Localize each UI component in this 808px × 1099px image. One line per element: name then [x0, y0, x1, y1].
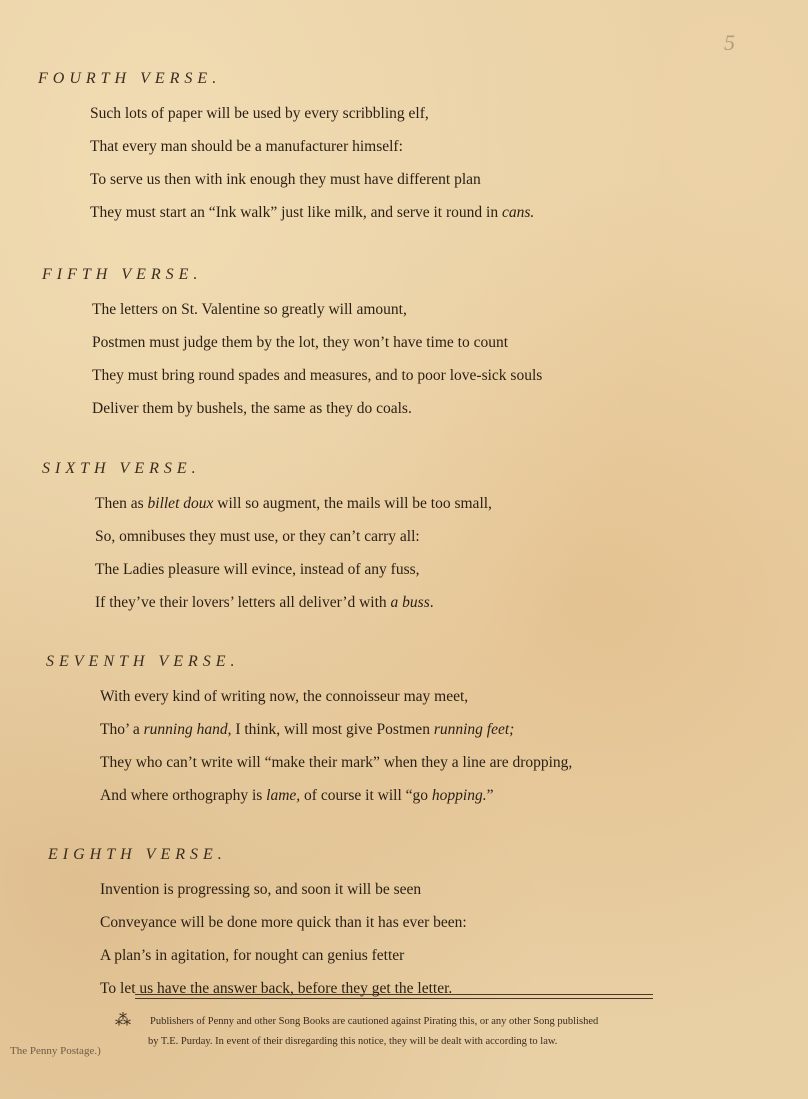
- verse-italic-text: lame,: [266, 787, 301, 804]
- verse-line: [100, 680, 572, 713]
- verse-line: [100, 713, 572, 746]
- verse-fourth: [38, 70, 534, 229]
- verse-text: The letters on St. Valentine so greatly will amount,: [92, 301, 407, 318]
- double-rule-divider: [135, 994, 653, 999]
- verse-text: If they’ve their lovers’ letters all deliver’d with: [95, 594, 391, 611]
- verse-line: [100, 939, 467, 972]
- footer-song-title: The Penny Postage.): [10, 1045, 101, 1057]
- verse-text: Postmen must judge them by the lot, they won’t have time to count: [92, 334, 509, 351]
- page-number: 5: [724, 30, 735, 55]
- verse-text: To let us have the answer back, before they get the letter.: [100, 980, 453, 997]
- verse-text: Such lots of paper will be used by every scribbling elf,: [90, 105, 429, 122]
- footnote-line-1: Publishers of Penny and other Song Books are cautioned against Pirating this, or any other Song published: [150, 1016, 599, 1027]
- verse-sixth: [42, 460, 492, 619]
- verse-lines: [48, 873, 467, 1005]
- verse-italic-text: a buss: [390, 594, 430, 611]
- verse-text: , I think, will most give Postmen: [227, 721, 434, 738]
- verse-line: [90, 130, 534, 163]
- verse-line: [100, 972, 467, 1005]
- verse-line: [100, 873, 467, 906]
- verse-lines: [42, 487, 492, 619]
- verse-line: [100, 746, 572, 779]
- verse-text: They must bring round spades and measures, and to poor love-sick souls: [92, 367, 543, 384]
- verse-text: .: [429, 594, 434, 611]
- verse-lines: [38, 97, 534, 229]
- verse-seventh: [46, 653, 572, 812]
- verse-text: And where orthography is: [100, 787, 267, 804]
- verse-line: [100, 906, 467, 939]
- verse-text: The Ladies pleasure will evince, instead of any fuss,: [95, 561, 420, 578]
- verse-line: [90, 196, 534, 229]
- verse-text: of course it will “go: [300, 787, 432, 804]
- verse-line: [95, 586, 492, 619]
- verse-heading: FIFTH VERSE.: [42, 266, 203, 283]
- verse-text: With every kind of writing now, the connoisseur may meet,: [100, 688, 469, 705]
- verse-italic-text: hopping.: [431, 787, 487, 804]
- verse-heading: SEVENTH VERSE.: [46, 653, 240, 670]
- verse-line: [95, 553, 492, 586]
- verse-fifth: [42, 266, 542, 425]
- verse-italic-text: running feet;: [433, 721, 515, 738]
- verse-heading: SIXTH VERSE.: [42, 460, 201, 477]
- verse-text: They who can’t write will “make their mark” when they a line are dropping,: [100, 754, 573, 771]
- verse-line: [90, 97, 534, 130]
- verse-lines: [42, 293, 542, 425]
- verse-text: Conveyance will be done more quick than it has ever been:: [100, 914, 467, 931]
- verse-line: [90, 163, 534, 196]
- verse-line: [92, 392, 542, 425]
- verse-text: Invention is progressing so, and soon it will be seen: [100, 881, 422, 898]
- verse-line: [100, 779, 572, 812]
- verse-line: [95, 520, 492, 553]
- verse-text: That every man should be a manufacturer himself:: [90, 138, 403, 155]
- verse-line: [95, 487, 492, 520]
- verse-heading: FOURTH VERSE.: [38, 70, 222, 87]
- verse-italic-text: running hand: [143, 721, 228, 738]
- footnote-line-2: by T.E. Purday. In event of their disregarding this notice, they will be dealt with according to law.: [148, 1036, 558, 1047]
- verse-text: To serve us then with ink enough they must have different plan: [90, 171, 481, 188]
- verse-heading: EIGHTH VERSE.: [48, 846, 227, 863]
- verse-text: Deliver them by bushels, the same as they do coals.: [92, 400, 412, 417]
- verse-line: [92, 293, 542, 326]
- verse-text: Tho’ a: [100, 721, 144, 738]
- verse-line: [92, 326, 542, 359]
- verse-italic-text: billet doux: [147, 495, 214, 512]
- verse-text: They must start an “Ink walk” just like milk, and serve it round in: [90, 204, 502, 221]
- verse-text: will so augment, the mails will be too small,: [213, 495, 492, 512]
- verse-eighth: [48, 846, 467, 1005]
- verse-line: [92, 359, 542, 392]
- verse-text: Then as: [95, 495, 148, 512]
- verse-italic-text: cans.: [501, 204, 535, 221]
- verse-text: ”: [486, 787, 494, 804]
- verse-lines: [46, 680, 572, 812]
- verse-text: A plan’s in agitation, for nought can genius fetter: [100, 947, 405, 964]
- asterism-mark: ⁂: [115, 1012, 131, 1029]
- verse-text: So, omnibuses they must use, or they can’t carry all:: [95, 528, 420, 545]
